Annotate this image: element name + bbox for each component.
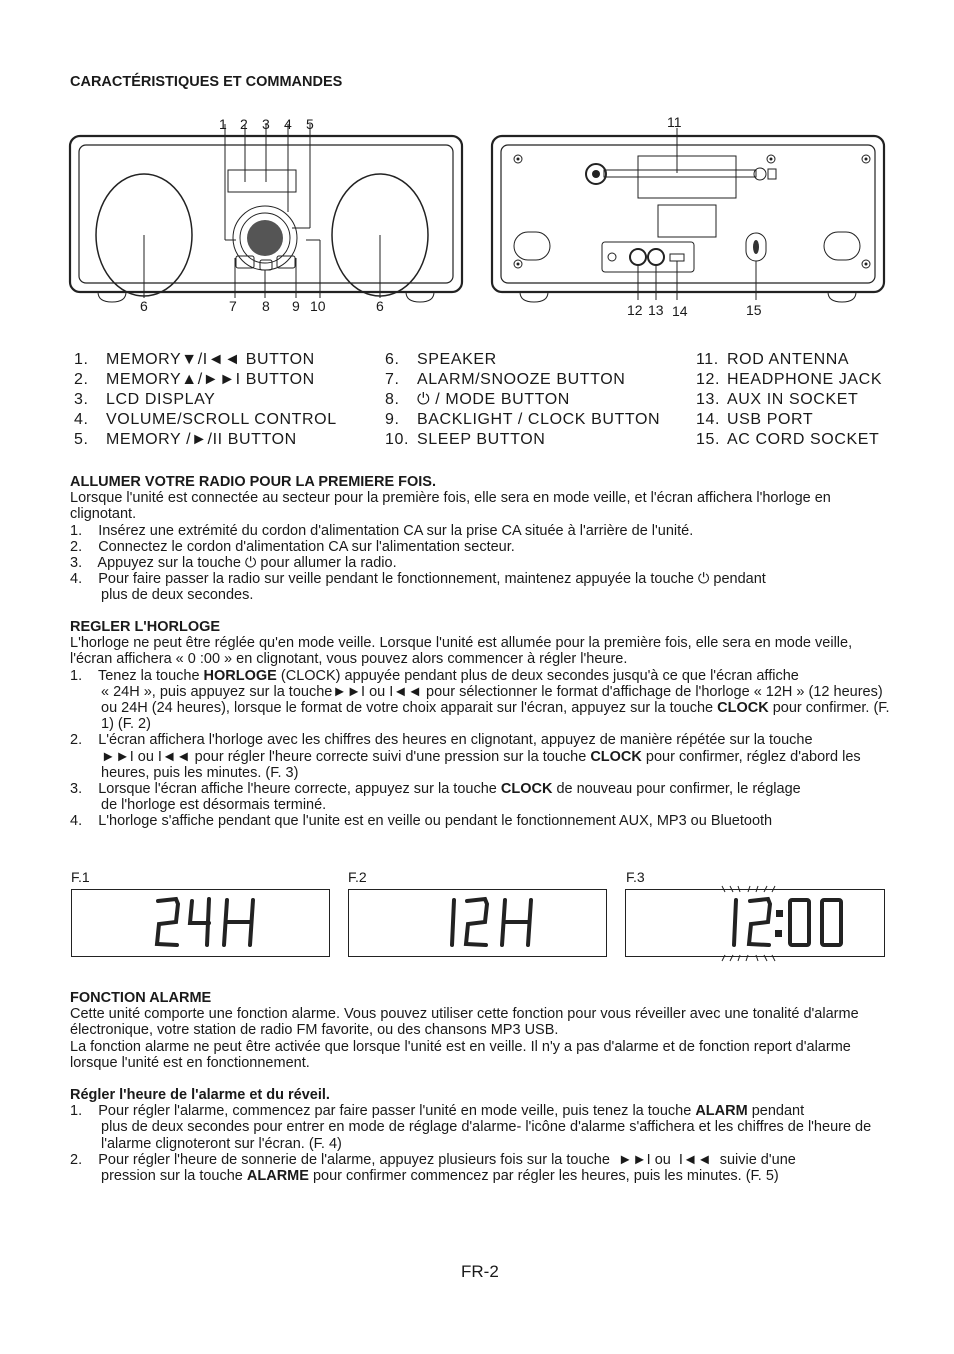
list-item: plus de deux secondes pour entrer en mode de réglage d'alarme- l'icône d'alarme s'affichera et les chiffres de l'heure de l'alarme clignoteront sur l'écran. (F. 4): [101, 1119, 872, 1152]
list-item: 7. ALARM/SNOOZE BUTTON: [385, 371, 626, 388]
list-item: 13. AUX IN SOCKET: [696, 391, 859, 408]
paragraph: L'horloge ne peut être réglée qu'en mode veille. Lorsque l'unité est allumée pour la première fois, elle sera en mode veille, l'écran affichera « 0 :00 » en clignotant, vous pouvez alors commencer à régler l'heure.: [70, 635, 853, 668]
list-item: 4. L'horloge s'affiche pendant que l'unite est en veille ou pendant le fonctionnement AUX, MP3 ou Bluetooth: [70, 813, 773, 830]
lcd-digits-12h: [349, 890, 606, 956]
parts-list-col1: [74, 350, 337, 450]
paragraph: Cette unité comporte une fonction alarme. Vous pouvez utiliser cette fonction pour vous réveiller avec une tonalité d'alarme électronique, votre station de radio FM favorite, ou des chansons MP3 USB.: [70, 1006, 859, 1039]
callout-6-left: 6: [140, 298, 148, 314]
list-item: 1. MEMORY▼/I◄◄ BUTTON: [74, 351, 315, 368]
list-item: 4. VOLUME/SCROLL CONTROL: [74, 411, 337, 428]
callout-13: 13: [648, 302, 664, 318]
figure-label: F.3: [626, 869, 645, 885]
paragraph: Lorsque l'unité est connectée au secteur pour la première fois, elle sera en mode veille, et l'écran affichera l'horloge en clignotant.: [70, 490, 831, 523]
callout-4: 4: [284, 116, 292, 132]
section-heading: ALLUMER VOTRE RADIO POUR LA PREMIERE FOIS.: [70, 474, 437, 490]
callout-7: 7: [229, 298, 237, 314]
figure-label: F.1: [71, 869, 90, 885]
section-heading: REGLER L'HORLOGE: [70, 619, 221, 635]
callout-14: 14: [672, 303, 688, 319]
list-item: 10. SLEEP BUTTON: [385, 431, 546, 448]
list-item: « 24H », puis appuyez sur la touche►►I ou I◄◄ pour sélectionner le format d'affichage de l'horloge « 12H » (12 heures) ou 24H (24 heures), lorsque le format de votre choix apparait sur l'écran, appuyez sur la touche CLOCK pour confirmer. (F. 1) (F. 2): [101, 683, 890, 733]
lcd-display-f2: [348, 889, 607, 957]
page-number: FR-2: [461, 1262, 499, 1281]
blink-marks-bottom: [718, 953, 780, 963]
lcd-display-f1: [71, 889, 330, 957]
parts-list-col2: [385, 350, 660, 450]
callout-8: 8: [262, 298, 270, 314]
subsection-heading: Régler l'heure de l'alarme et du réveil.: [70, 1087, 330, 1104]
blink-marks-top: [718, 884, 780, 894]
lcd-display-f3: [625, 889, 885, 957]
list-item: 4. Pour faire passer la radio sur veille pendant le fonctionnement, maintenez appuyée la touche ⏻ pendant: [70, 571, 766, 588]
lcd-digits-1200: [626, 890, 884, 956]
list-item: 2. Connectez le cordon d'alimentation CA sur l'alimentation secteur.: [70, 538, 515, 555]
list-item: 2. MEMORY▲/►►I BUTTON: [74, 371, 315, 388]
list-item: 3. Lorsque l'écran affiche l'heure correcte, appuyez sur la touche CLOCK de nouveau pour confirmer, le réglage: [70, 781, 801, 798]
callout-10: 10: [310, 298, 326, 314]
list-item: 11. ROD ANTENNA: [696, 351, 850, 368]
list-item: 8. ⏻ / MODE BUTTON: [385, 391, 570, 408]
page-title: CARACTÉRISTIQUES ET COMMANDES: [70, 74, 343, 90]
list-item: 3. Appuyez sur la touche ⏻ pour allumer la radio.: [70, 555, 397, 572]
list-item: 15. AC CORD SOCKET: [696, 431, 880, 448]
list-item: 1. Pour régler l'alarme, commencez par faire passer l'unité en mode veille, puis tenez la touche ALARM pendant: [70, 1103, 805, 1120]
callout-6-right: 6: [376, 298, 384, 314]
list-item: ►►I ou I◄◄ pour régler l'heure correcte suivi d'une pression sur la touche CLOCK pour confirmer, réglez d'abord les heures, puis les minutes. (F. 3): [101, 748, 861, 781]
lcd-digits-24h: [72, 890, 329, 956]
list-item: 1. Tenez la touche HORLOGE (CLOCK) appuyée pendant plus de deux secondes jusqu'à ce que l'écran affiche: [70, 667, 799, 684]
callout-9: 9: [292, 298, 300, 314]
parts-list-col3: [696, 350, 882, 450]
callout-15: 15: [746, 302, 762, 318]
callout-5: 5: [306, 116, 314, 132]
clock-section: [70, 619, 890, 830]
callout-12: 12: [627, 302, 643, 318]
list-item: 2. L'écran affichera l'horloge avec les chiffres des heures en clignotant, appuyez de manière répétée sur la touche: [70, 732, 813, 749]
list-item: 5. MEMORY /►/II BUTTON: [74, 431, 297, 448]
list-item: 9. BACKLIGHT / CLOCK BUTTON: [385, 411, 661, 428]
callout-11: 11: [667, 114, 682, 130]
list-item: 12. HEADPHONE JACK: [696, 371, 883, 388]
rear-view-diagram: [488, 112, 888, 322]
figure-label: F.2: [348, 869, 367, 885]
list-item: 2. Pour régler l'heure de sonnerie de l'alarme, appuyez plusieurs fois sur la touche ►►I ou I◄◄ suivie d'une: [70, 1151, 796, 1168]
list-item: 14. USB PORT: [696, 411, 814, 428]
alarm-section: [70, 990, 890, 1184]
callout-3: 3: [262, 116, 270, 132]
paragraph: La fonction alarme ne peut être activée que lorsque l'unité est en veille. Il n'y a pas d'alarme et de fonction report d'alarme lorsque l'unité est en fonctionnement.: [70, 1038, 851, 1071]
list-item: plus de deux secondes.: [101, 587, 254, 604]
section-heading: FONCTION ALARME: [70, 990, 212, 1006]
list-item: 3. LCD DISPLAY: [74, 391, 216, 408]
callout-2: 2: [240, 116, 248, 132]
callout-1: 1: [219, 116, 227, 132]
list-item: de l'horloge est désormais terminé.: [101, 797, 327, 814]
list-item: pression sur la touche ALARME pour confirmer commencez par régler les heures, puis les minutes. (F. 5): [101, 1168, 779, 1185]
list-item: 1. Insérez une extrémité du cordon d'alimentation CA sur la prise CA située à l'arrière de l'unité.: [70, 522, 694, 539]
front-view-diagram: [66, 112, 466, 322]
list-item: 6. SPEAKER: [385, 351, 497, 368]
first-use-section: [70, 474, 890, 604]
